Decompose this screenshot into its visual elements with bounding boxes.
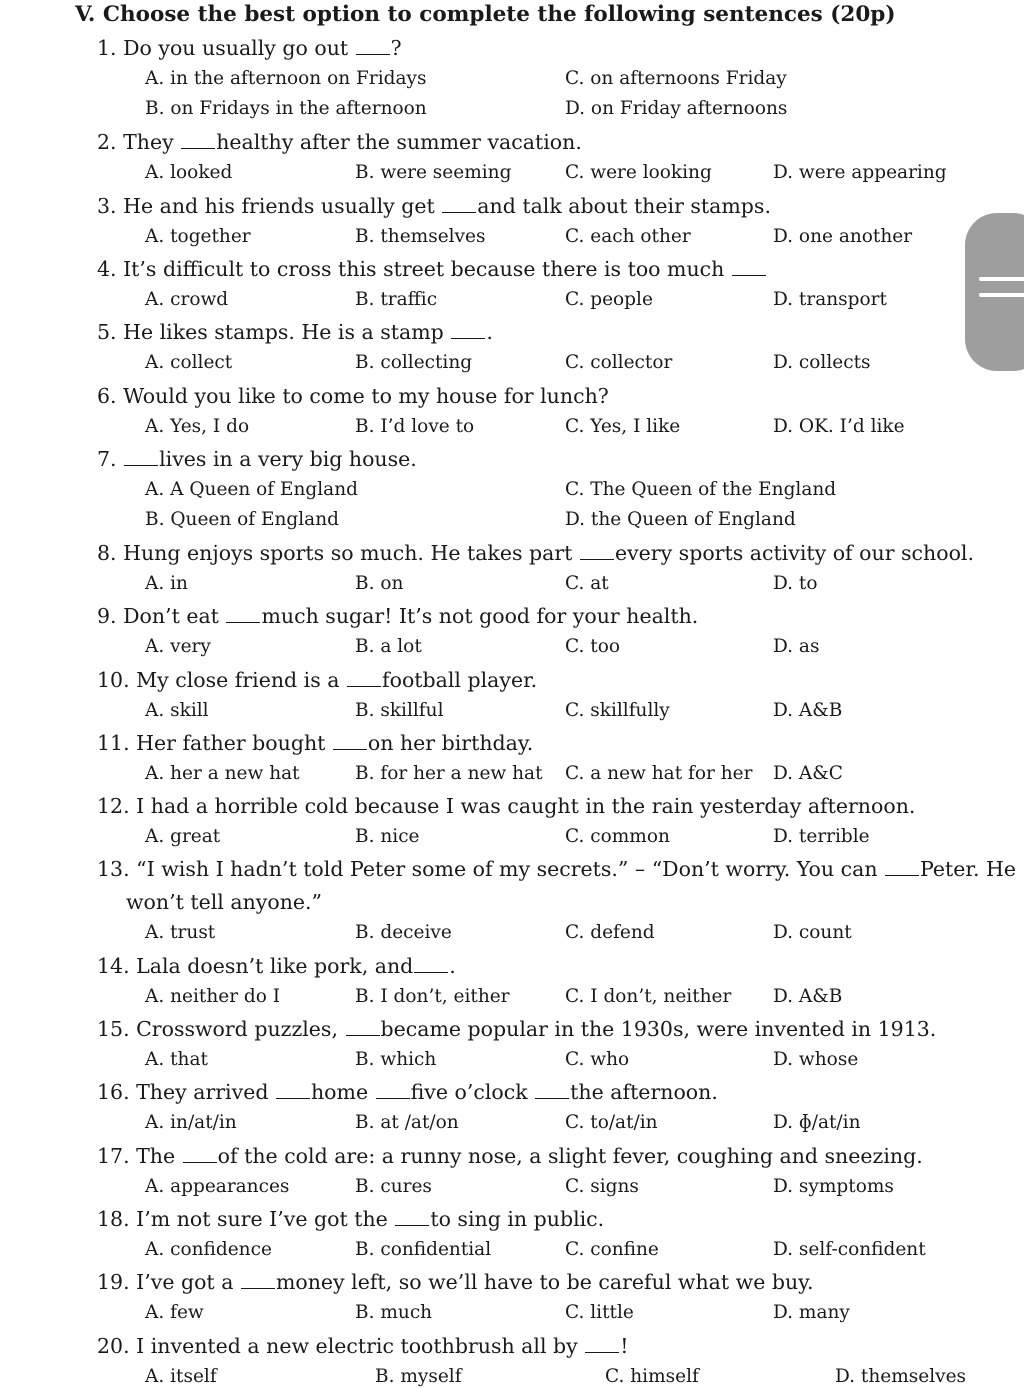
option-d[interactable]: D. count: [773, 922, 852, 943]
question-20: [97, 1334, 629, 1358]
option-c[interactable]: C. each other: [565, 226, 691, 247]
option-c[interactable]: C. people: [565, 289, 653, 310]
question-number: 4.: [97, 257, 124, 281]
question-18: [97, 1207, 604, 1231]
question-text: football player.: [382, 668, 538, 692]
question-text: They arrived: [136, 1080, 275, 1104]
option-c[interactable]: C. skillfully: [565, 700, 670, 721]
option-d[interactable]: D. many: [773, 1302, 850, 1323]
option-b[interactable]: B. on Fridays in the afternoon: [145, 98, 427, 119]
question-number: 12.: [97, 794, 137, 818]
question-text: “I wish I hadn’t told Peter some of my secrets.” – “Don’t worry. You can: [136, 857, 885, 881]
question-4: [97, 257, 767, 281]
option-d[interactable]: D. A&B: [773, 700, 843, 721]
option-b[interactable]: B. I’d love to: [355, 416, 475, 437]
question-3: [97, 194, 771, 218]
option-c[interactable]: C. Yes, I like: [565, 416, 681, 437]
question-text: to sing in public.: [430, 1207, 605, 1231]
question-number: 9.: [97, 604, 124, 628]
answer-blank: [181, 147, 215, 149]
question-7: [97, 447, 417, 471]
answer-blank: [585, 1351, 619, 1353]
question-text: Crossword puzzles,: [136, 1017, 345, 1041]
question-text: He likes stamps. He is a stamp: [123, 320, 451, 344]
option-b[interactable]: B. which: [355, 1049, 437, 1070]
question-text: became popular in the 1930s, were invented in 1913.: [380, 1017, 937, 1041]
option-b[interactable]: B. I don’t, either: [355, 986, 510, 1007]
question-number: 5.: [97, 320, 124, 344]
option-a[interactable]: A. in/at/in: [145, 1112, 237, 1133]
option-b[interactable]: B. collecting: [355, 352, 473, 373]
option-c[interactable]: C. himself: [605, 1366, 699, 1387]
question-text: .: [449, 954, 456, 978]
question-14: [97, 954, 456, 978]
question-text: and talk about their stamps.: [477, 194, 771, 218]
scroll-handle[interactable]: [965, 213, 1024, 371]
answer-blank: [376, 1097, 410, 1099]
question-text: It’s difficult to cross this street because there is too much: [123, 257, 731, 281]
question-8: [97, 541, 974, 565]
option-d[interactable]: D. ɸ/at/in: [773, 1112, 861, 1133]
question-11: [97, 731, 533, 755]
option-a[interactable]: A. A Queen of England: [145, 479, 358, 500]
question-text: Her father bought: [136, 731, 332, 755]
answer-blank: [347, 685, 381, 687]
option-b[interactable]: B. deceive: [355, 922, 452, 943]
answer-blank: [346, 1034, 380, 1036]
answer-blank: [442, 211, 476, 213]
option-b[interactable]: B. at /at/on: [355, 1112, 459, 1133]
question-13: [97, 857, 1016, 881]
question-text: Peter. He: [920, 857, 1017, 881]
question-number: 20.: [97, 1334, 137, 1358]
answer-blank: [395, 1224, 429, 1226]
option-d[interactable]: D. OK. I’d like: [773, 416, 905, 437]
question-number: 6.: [97, 384, 124, 408]
option-d[interactable]: D. one another: [773, 226, 913, 247]
question-text: Would you like to come to my house for lunch?: [123, 384, 609, 408]
option-d[interactable]: D. A&C: [773, 763, 843, 784]
question-15: [97, 1017, 936, 1041]
option-c[interactable]: C. The Queen of the England: [565, 479, 837, 500]
question-text: .: [486, 320, 493, 344]
answer-blank: [124, 464, 158, 466]
question-5: [97, 320, 493, 344]
answer-blank: [333, 748, 367, 750]
option-d[interactable]: D. symptoms: [773, 1176, 894, 1197]
question-10: [97, 668, 537, 692]
question-text: healthy after the summer vacation.: [216, 130, 582, 154]
question-text: on her birthday.: [367, 731, 534, 755]
option-c[interactable]: C. were looking: [565, 162, 712, 183]
question-text: five o’clock: [410, 1080, 535, 1104]
drag-handle-icon: [979, 277, 1024, 281]
option-a[interactable]: A. very: [145, 636, 211, 657]
answer-blank: [414, 971, 448, 973]
option-c[interactable]: C. defend: [565, 922, 655, 943]
option-c[interactable]: C. a new hat for her: [565, 763, 753, 784]
option-b[interactable]: B. were seeming: [355, 162, 512, 183]
section-title: V. Choose the best option to complete the following sentences (20p): [75, 2, 896, 27]
option-b[interactable]: B. skillful: [355, 700, 444, 721]
option-a[interactable]: A. crowd: [145, 289, 229, 310]
option-d[interactable]: D. collects: [773, 352, 871, 373]
option-d[interactable]: D. on Friday afternoons: [565, 98, 788, 119]
question-text: I’ve got a: [136, 1270, 240, 1294]
question-9: [97, 604, 698, 628]
option-a[interactable]: A. looked: [145, 162, 233, 183]
option-c[interactable]: C. confine: [565, 1239, 659, 1260]
option-a[interactable]: A. Yes, I do: [145, 416, 250, 437]
option-c[interactable]: C. signs: [565, 1176, 639, 1197]
option-a[interactable]: A. trust: [145, 922, 216, 943]
drag-handle-icon: [979, 293, 1024, 297]
question-text: Hung enjoys sports so much. He takes part: [123, 541, 579, 565]
answer-blank: [580, 558, 614, 560]
option-a[interactable]: A. itself: [145, 1366, 217, 1387]
question-text: They: [123, 130, 181, 154]
question-16: [97, 1080, 718, 1104]
option-d[interactable]: D. A&B: [773, 986, 843, 1007]
option-b[interactable]: B. for her a new hat: [355, 763, 543, 784]
option-b[interactable]: B. confidential: [355, 1239, 492, 1260]
option-b[interactable]: B. on: [355, 573, 404, 594]
question-text: much sugar! It’s not good for your health.: [261, 604, 699, 628]
option-a[interactable]: A. appearances: [145, 1176, 290, 1197]
option-d[interactable]: D. whose: [773, 1049, 859, 1070]
option-c[interactable]: C. to/at/in: [565, 1112, 658, 1133]
option-d[interactable]: D. self-confident: [773, 1239, 926, 1260]
question-number: 10.: [97, 668, 137, 692]
question-text: Do you usually go out: [123, 36, 355, 60]
option-d[interactable]: D. terrible: [773, 826, 870, 847]
option-a[interactable]: A. skill: [145, 700, 209, 721]
option-c[interactable]: C. at: [565, 573, 609, 594]
question-number: 15.: [97, 1017, 137, 1041]
option-d[interactable]: D. themselves: [835, 1366, 967, 1387]
question-text: ?: [390, 36, 402, 60]
question-text: Lala doesn’t like pork, and: [136, 954, 414, 978]
option-c[interactable]: C. common: [565, 826, 670, 847]
question-text: !: [620, 1334, 629, 1358]
option-a[interactable]: A. confidence: [145, 1239, 272, 1260]
question-number: 3.: [97, 194, 124, 218]
option-d[interactable]: D. to: [773, 573, 818, 594]
option-d[interactable]: D. were appearing: [773, 162, 947, 183]
question-text: I invented a new electric toothbrush all by: [136, 1334, 585, 1358]
answer-blank: [356, 53, 390, 55]
option-a[interactable]: A. that: [145, 1049, 208, 1070]
answer-blank: [885, 874, 919, 876]
answer-blank: [183, 1161, 217, 1163]
option-b[interactable]: B. much: [355, 1302, 433, 1323]
question-text: of the cold are: a runny nose, a slight fever, coughing and sneezing.: [217, 1144, 923, 1168]
answer-blank: [451, 337, 485, 339]
option-c[interactable]: C. little: [565, 1302, 634, 1323]
question-number: 1.: [97, 36, 124, 60]
question-number: 18.: [97, 1207, 137, 1231]
option-d[interactable]: D. the Queen of England: [565, 509, 796, 530]
option-c[interactable]: C. too: [565, 636, 620, 657]
question-1: [97, 36, 402, 60]
option-b[interactable]: B. nice: [355, 826, 420, 847]
option-a[interactable]: A. neither do I: [145, 986, 281, 1007]
answer-blank: [226, 621, 260, 623]
option-a[interactable]: A. great: [145, 826, 221, 847]
question-2: [97, 130, 582, 154]
question-number: 17.: [97, 1144, 137, 1168]
answer-blank: [276, 1097, 310, 1099]
question-text: home: [310, 1080, 375, 1104]
option-c[interactable]: C. who: [565, 1049, 630, 1070]
option-a[interactable]: A. her a new hat: [145, 763, 300, 784]
option-a[interactable]: A. in: [145, 573, 188, 594]
option-d[interactable]: D. as: [773, 636, 820, 657]
question-text: My close friend is a: [136, 668, 347, 692]
question-text: Don’t eat: [123, 604, 226, 628]
question-text-continued: won’t tell anyone.”: [126, 890, 323, 914]
question-text: I had a horrible cold because I was caught in the rain yesterday afternoon.: [136, 794, 916, 818]
option-b[interactable]: B. cures: [355, 1176, 432, 1197]
question-number: 8.: [97, 541, 124, 565]
question-number: 13.: [97, 857, 137, 881]
option-c[interactable]: C. collector: [565, 352, 673, 373]
option-b[interactable]: B. traffic: [355, 289, 438, 310]
question-number: 7.: [97, 447, 124, 471]
question-text: The: [136, 1144, 182, 1168]
question-number: 2.: [97, 130, 124, 154]
question-number: 14.: [97, 954, 137, 978]
option-b[interactable]: B. a lot: [355, 636, 422, 657]
question-number: 19.: [97, 1270, 137, 1294]
option-b[interactable]: B. themselves: [355, 226, 486, 247]
option-a[interactable]: A. few: [145, 1302, 204, 1323]
question-text: the afternoon.: [570, 1080, 718, 1104]
answer-blank: [535, 1097, 569, 1099]
question-17: [97, 1144, 923, 1168]
option-a[interactable]: A. collect: [145, 352, 233, 373]
answer-blank: [241, 1287, 275, 1289]
question-text: money left, so we’ll have to be careful what we buy.: [275, 1270, 814, 1294]
option-d[interactable]: D. transport: [773, 289, 887, 310]
question-12: [97, 794, 915, 818]
option-a[interactable]: A. together: [145, 226, 251, 247]
question-number: 16.: [97, 1080, 137, 1104]
option-b[interactable]: B. myself: [375, 1366, 462, 1387]
option-c[interactable]: C. on afternoons Friday: [565, 68, 787, 89]
question-text: He and his friends usually get: [123, 194, 442, 218]
question-text: lives in a very big house.: [159, 447, 417, 471]
option-c[interactable]: C. I don’t, neither: [565, 986, 732, 1007]
question-text: I’m not sure I’ve got the: [136, 1207, 395, 1231]
option-b[interactable]: B. Queen of England: [145, 509, 339, 530]
option-a[interactable]: A. in the afternoon on Fridays: [145, 68, 427, 89]
question-text: every sports activity of our school.: [614, 541, 974, 565]
question-19: [97, 1270, 814, 1294]
question-6: [97, 384, 609, 408]
answer-blank: [732, 274, 766, 276]
question-number: 11.: [97, 731, 137, 755]
